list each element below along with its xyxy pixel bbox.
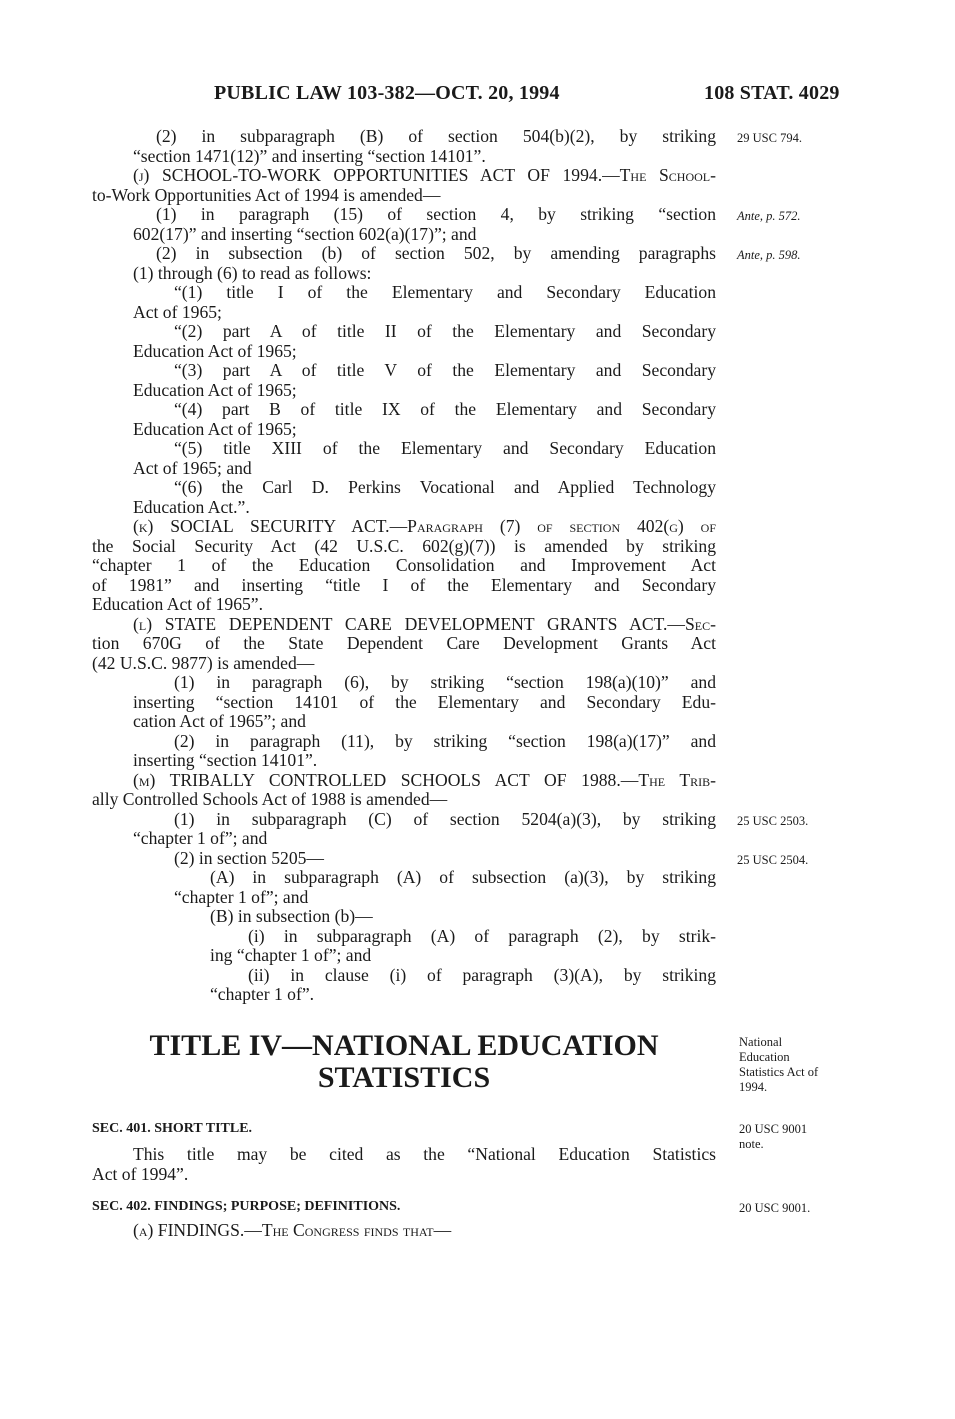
margin-note [737,248,801,262]
text-line: (2) in subparagraph (B) of section 504(b)(2), by striking [156,126,716,146]
text-line: “(2) part A of title II of the Elementary and Secondary [174,321,716,341]
text-line: (ii) in clause (i) of paragraph (3)(A), by striking [248,965,716,985]
text-line: inserting “section 14101 of the Elementary and Secondary Edu- [133,692,716,712]
text-line: (2) in paragraph (11), by striking “section 198(a)(17)” and [174,731,716,751]
text-line: inserting “section 14101”. [133,750,318,770]
text-line: (1) through (6) to read as follows: [133,263,372,283]
text-line: This title may be cited as the “National Education Statistics [133,1144,716,1164]
text-line: (i) in subparagraph (A) of paragraph (2), by strik- [248,926,716,946]
running-header-left: PUBLIC LAW 103-382—OCT. 20, 1994 [214,82,560,104]
text-line: “chapter 1 of”; and [174,887,309,907]
text-line: (A) in subparagraph (A) of subsection (a)(3), by striking [210,867,716,887]
text-line: (1) in paragraph (15) of section 4, by striking “section [156,204,716,224]
text-line: “section 1471(12)” and inserting “section 14101”. [133,146,486,166]
text-line: “(6) the Carl D. Perkins Vocational and Applied Technology [174,477,716,497]
text-line: Education Act of 1965”. [92,594,264,614]
margin-note: note. [739,1137,764,1151]
text-line: (k) SOCIAL SECURITY ACT.—Paragraph (7) of section 402(g) of [133,516,716,536]
text-line: “chapter 1 of”; and [133,828,268,848]
text-line: “(5) title XIII of the Elementary and Secondary Education [174,438,716,458]
text-line: (a) FINDINGS.—The Congress finds that— [133,1220,452,1240]
text-line: Education Act.”. [133,497,250,517]
text-line: to-Work Opportunities Act of 1994 is amended— [92,185,441,205]
title-heading-line-2: STATISTICS [317,1061,491,1094]
margin-note: 20 USC 9001 [739,1122,808,1136]
title-margin-note-line: Statistics Act of [739,1065,819,1079]
section-heading: SEC. 402. FINDINGS; PURPOSE; DEFINITIONS. [92,1199,401,1214]
margin-note: 25 USC 2504. [737,853,809,867]
margin-note [737,209,801,223]
text-line: ing “chapter 1 of”; and [210,945,372,965]
text-line: cation Act of 1965”; and [133,711,306,731]
text-line: (B) in subsection (b)— [210,906,373,926]
text-line: of 1981” and inserting “title I of the Elementary and Secondary [92,575,716,595]
text-line: (2) in section 5205— [174,848,325,868]
text-line: Act of 1965; [133,302,222,322]
text-line: the Social Security Act (42 U.S.C. 602(g)(7)) is amended by striking [92,536,716,556]
title-heading-line-1: TITLE IV—NATIONAL EDUCATION [149,1029,659,1062]
margin-note: 20 USC 9001. [739,1201,811,1215]
text-line: (1) in paragraph (6), by striking “section 198(a)(10)” and [174,672,716,692]
text-line: Act of 1994”. [92,1164,189,1184]
margin-note: 25 USC 2503. [737,814,809,828]
title-margin-note-line: National [739,1035,783,1049]
text-line: 602(17)” and inserting “section 602(a)(17)”; and [133,224,477,244]
text-line: Education Act of 1965; [133,341,297,361]
title-margin-note-line: 1994. [739,1080,768,1094]
running-header-right: 108 STAT. 4029 [704,82,840,104]
text-line: (42 U.S.C. 9877) is amended— [92,653,315,673]
margin-note-text: Ante, p. 598. [737,248,801,262]
text-line: “chapter 1 of”. [210,984,315,1004]
margin-note-text: Ante, p. 572. [737,209,801,223]
text-line: ally Controlled Schools Act of 1988 is amended— [92,789,448,809]
text-line: “chapter 1 of the Education Consolidation and Improvement Act [92,555,716,575]
text-line: Education Act of 1965; [133,419,297,439]
text-line: (m) TRIBALLY CONTROLLED SCHOOLS ACT OF 1988.—The Trib- [133,770,716,790]
margin-note: 29 USC 794. [737,131,802,145]
text-line: (2) in subsection (b) of section 502, by amending paragraphs [156,243,716,263]
text-line: “(3) part A of title V of the Elementary and Secondary [174,360,716,380]
text-line: (l) STATE DEPENDENT CARE DEVELOPMENT GRANTS ACT.—Sec- [133,614,716,634]
text-line: (1) in subparagraph (C) of section 5204(a)(3), by striking [174,809,716,829]
title-margin-note-line: Education [739,1050,790,1064]
text-line: “(4) part B of title IX of the Elementary and Secondary [174,399,716,419]
text-line: (j) SCHOOL-TO-WORK OPPORTUNITIES ACT OF 1994.—The School- [133,165,716,185]
text-line: “(1) title I of the Elementary and Secondary Education [174,282,716,302]
text-line: Act of 1965; and [133,458,252,478]
text-line: tion 670G of the State Dependent Care Development Grants Act [92,633,716,653]
text-line: Education Act of 1965; [133,380,297,400]
section-heading: SEC. 401. SHORT TITLE. [92,1121,253,1136]
